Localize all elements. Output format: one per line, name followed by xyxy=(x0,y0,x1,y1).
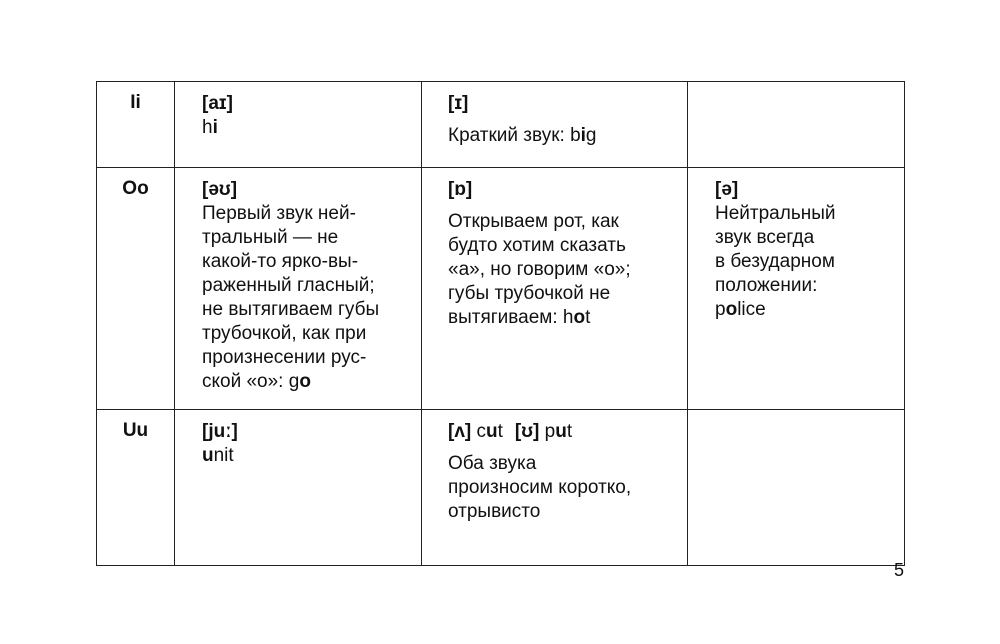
example-word: unit xyxy=(202,445,234,466)
example-word: police xyxy=(715,299,766,320)
long-sound-cell xyxy=(175,82,422,168)
neutral-sound-cell xyxy=(688,410,905,566)
ipa-transcription: [juː] xyxy=(202,421,238,442)
ipa-transcription: [ɒ] xyxy=(448,179,473,200)
short-sound-cell: [ɒ] Открываем рот, как будто хотим сказать «а», но говорим «о»; губы трубочкой не вытягиваем: hot xyxy=(422,168,688,410)
example-word: hi xyxy=(202,117,218,138)
long-sound-cell: [əʊ] Первый звук ней- тральный — не какой-то ярко-вы- раженный гласный; не вытягиваем губы трубочкой, как при произнесении рус- ской «о»: go xyxy=(175,168,422,410)
table-row xyxy=(97,168,905,410)
ipa-transcription: [aɪ] xyxy=(202,93,233,114)
phonetics-table xyxy=(96,81,905,566)
ipa-transcription: [ɪ] xyxy=(448,93,469,114)
letter-cell: Uu xyxy=(97,410,175,566)
long-sound-cell xyxy=(175,410,422,566)
ipa-transcription: [ə] xyxy=(715,179,739,200)
neutral-sound-cell: [ə] Нейтральный звук всегда в безударном положении: police xyxy=(688,168,905,410)
table-row xyxy=(97,82,905,168)
ipa-pair: [ʌ] cut [ʊ] put xyxy=(448,421,573,442)
example-word: ской «о»: go xyxy=(202,371,311,392)
ipa-transcription: [əʊ] xyxy=(202,179,238,200)
sound-description: Краткий звук: big xyxy=(448,125,597,146)
table-row xyxy=(97,410,905,566)
short-sound-cell: [ʌ] cut [ʊ] put Оба звука произносим коротко, отрывисто xyxy=(422,410,688,566)
short-sound-cell xyxy=(422,82,688,168)
neutral-sound-cell xyxy=(688,82,905,168)
letter-cell: Ii xyxy=(97,82,175,168)
example-word: вытягиваем: hot xyxy=(448,307,591,328)
page-number: 5 xyxy=(893,560,904,580)
letter-cell: Oo xyxy=(97,168,175,410)
